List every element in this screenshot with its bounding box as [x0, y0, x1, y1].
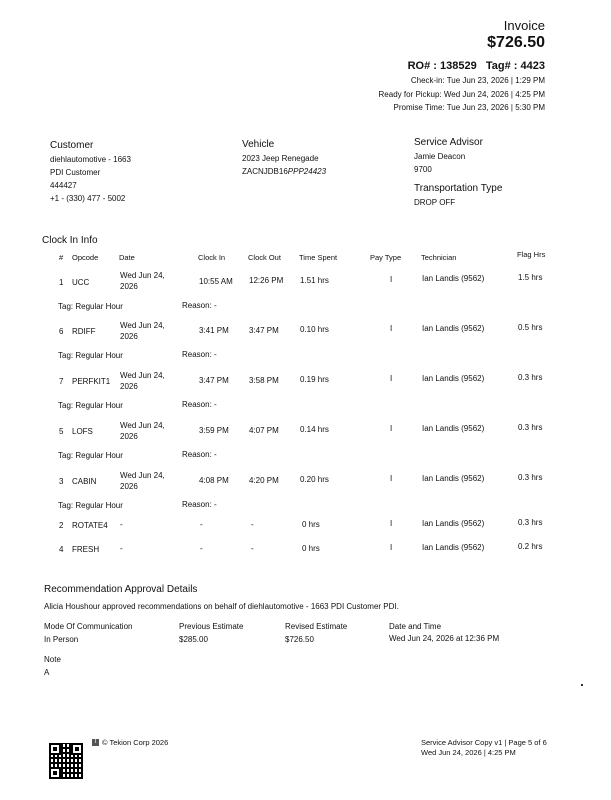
row-num: 2 — [59, 521, 64, 530]
row-clock-out: 3:58 PM — [249, 376, 279, 385]
row-tag: Tag: Regular Hour — [58, 451, 123, 460]
row-opcode: UCC — [72, 278, 90, 287]
row-flag-hrs: 1.5 hrs — [518, 273, 543, 282]
tag-number: 4423 — [520, 60, 545, 72]
row-num: 5 — [59, 427, 64, 436]
row-date: Wed Jun 24, 2026 — [120, 271, 165, 291]
advisor-id: 9700 — [414, 165, 432, 174]
vehicle-vin — [242, 165, 326, 178]
col-num: # — [59, 253, 64, 262]
row-clock-out: 3:47 PM — [249, 326, 279, 335]
vehicle-heading: Vehicle — [242, 139, 275, 150]
row-pay-type: I — [390, 424, 393, 433]
date-time-value: Wed Jun 24, 2026 at 12:36 PM — [389, 634, 500, 643]
footer-timestamp: Wed Jun 24, 2026 | 4:25 PM — [421, 748, 516, 757]
row-clock-in: 10:55 AM — [199, 277, 233, 286]
row-time-spent: 0.20 hrs — [300, 475, 329, 484]
row-tag: Tag: Regular Hour — [58, 401, 123, 410]
row-technician: Ian Landis (9562) — [422, 324, 485, 333]
row-flag-hrs: 0.3 hrs — [518, 423, 543, 432]
col-opcode: Opcode — [72, 253, 99, 262]
transport-heading: Transportation Type — [414, 183, 503, 194]
row-time-spent: 0 hrs — [302, 520, 320, 529]
row-num: 4 — [59, 545, 64, 554]
row-flag-hrs: 0.5 hrs — [518, 323, 543, 332]
vehicle-block — [242, 152, 326, 178]
row-flag-hrs: 0.3 hrs — [518, 473, 543, 482]
row-pay-type: I — [390, 275, 393, 284]
scan-speck — [581, 684, 583, 686]
row-time-spent: 0.14 hrs — [300, 425, 329, 434]
row-clock-out: 12:26 PM — [249, 276, 284, 285]
col-clock-in: Clock In — [198, 253, 226, 262]
row-time-spent: 0 hrs — [302, 544, 320, 553]
row-pay-type: I — [390, 324, 393, 333]
row-pay-type: I — [390, 374, 393, 383]
advisor-block — [414, 150, 465, 176]
row-opcode: RDIFF — [72, 327, 96, 336]
col-clock-out: Clock Out — [248, 253, 281, 262]
recommendation-heading: Recommendation Approval Details — [44, 584, 198, 595]
note-label: Note — [44, 655, 61, 664]
ready-for-pickup: Ready for Pickup: Wed Jun 24, 2026 | 4:25 PM — [378, 90, 545, 99]
row-reason: Reason: - — [182, 400, 217, 409]
vin-prefix: ZACNJDB16 — [242, 167, 288, 176]
revised-estimate-value: $726.50 — [285, 635, 314, 644]
row-opcode: LOFS — [72, 427, 93, 436]
row-clock-out: 4:20 PM — [249, 476, 279, 485]
checkin-time: Check-in: Tue Jun 23, 2026 | 1:29 PM — [410, 76, 545, 85]
row-tag: Tag: Regular Hour — [58, 501, 123, 510]
revised-estimate-label: Revised Estimate — [285, 622, 348, 631]
row-date: Wed Jun 24, 2026 — [120, 421, 165, 441]
copy-info: Service Advisor Copy v1 | Page 5 of 6 — [421, 738, 547, 747]
mode-label: Mode Of Communication — [44, 622, 133, 631]
row-tag: Tag: Regular Hour — [58, 351, 123, 360]
row-pay-type: I — [390, 519, 393, 528]
row-clock-in: 3:41 PM — [199, 326, 229, 335]
row-clock-in: - — [200, 520, 203, 529]
invoice-amount: $726.50 — [487, 34, 545, 51]
row-technician: Ian Landis (9562) — [422, 274, 485, 283]
row-opcode: ROTATE4 — [72, 521, 108, 530]
invoice-title: Invoice — [503, 18, 545, 33]
row-pay-type: I — [390, 543, 393, 552]
row-pay-type: I — [390, 474, 393, 483]
row-date: Wed Jun 24, 2026 — [120, 471, 165, 491]
row-technician: Ian Landis (9562) — [422, 474, 485, 483]
customer-phone: +1 - (330) 477 - 5002 — [50, 194, 126, 203]
row-num: 6 — [59, 327, 64, 336]
qr-code-icon — [49, 743, 83, 779]
note-value: A — [44, 668, 50, 677]
vehicle-model: 2023 Jeep Renegade — [242, 154, 319, 163]
row-time-spent: 0.19 hrs — [300, 375, 329, 384]
col-technician: Technician — [421, 253, 457, 262]
row-opcode: FRESH — [72, 545, 100, 554]
row-flag-hrs: 0.3 hrs — [518, 518, 543, 527]
row-technician: Ian Landis (9562) — [422, 424, 485, 433]
row-date: - — [120, 520, 123, 529]
row-num: 7 — [59, 377, 64, 386]
ro-tag-line — [408, 60, 545, 72]
ro-number: 138529 — [439, 60, 477, 72]
row-technician: Ian Landis (9562) — [422, 374, 485, 383]
ro-label: RO# : — [407, 60, 440, 72]
advisor-name: Jamie Deacon — [414, 152, 466, 161]
date-time-label: Date and Time — [389, 622, 442, 631]
row-clock-out: - — [251, 544, 254, 553]
advisor-heading: Service Advisor — [414, 137, 483, 148]
row-clock-out: 4:07 PM — [249, 426, 279, 435]
recommendation-statement: Alicia Houshour approved recommendations on behalf of diehlautomotive - 1663 PDI Customer PDI. — [44, 602, 399, 611]
customer-name-line1: diehlautomotive - 1663 — [50, 155, 131, 164]
customer-heading: Customer — [50, 140, 94, 151]
row-technician: Ian Landis (9562) — [422, 543, 485, 552]
row-technician: Ian Landis (9562) — [422, 519, 485, 528]
prev-estimate-label: Previous Estimate — [179, 622, 244, 631]
row-clock-out: - — [251, 520, 254, 529]
col-time-spent: Time Spent — [299, 253, 338, 262]
row-num: 1 — [59, 278, 64, 287]
prev-estimate-value: $285.00 — [179, 635, 208, 644]
tag-label: Tag# : — [485, 60, 521, 72]
row-flag-hrs: 0.3 hrs — [518, 373, 543, 382]
row-reason: Reason: - — [182, 450, 217, 459]
tekion-logo-icon: T — [93, 739, 98, 745]
row-reason: Reason: - — [182, 350, 217, 359]
row-reason: Reason: - — [182, 500, 217, 509]
row-clock-in: - — [200, 544, 203, 553]
row-date: Wed Jun 24, 2026 — [120, 371, 165, 391]
row-time-spent: 1.51 hrs — [300, 276, 329, 285]
row-opcode: PERFKIT1 — [72, 377, 111, 386]
row-tag: Tag: Regular Hour — [58, 302, 123, 311]
transport-value: DROP OFF — [414, 198, 456, 207]
col-date: Date — [119, 253, 135, 262]
customer-block — [50, 153, 131, 205]
mode-value: In Person — [44, 635, 79, 644]
col-pay-type: Pay Type — [370, 253, 402, 262]
promise-time: Promise Time: Tue Jun 23, 2026 | 5:30 PM — [393, 103, 545, 112]
row-opcode: CABIN — [72, 477, 97, 486]
customer-number: 444427 — [50, 181, 77, 190]
row-flag-hrs: 0.2 hrs — [518, 542, 543, 551]
row-clock-in: 3:47 PM — [199, 376, 229, 385]
copyright: © Tekion Corp 2026 — [102, 738, 169, 747]
vin-suffix: PPP24423 — [287, 167, 327, 176]
row-date: Wed Jun 24, 2026 — [120, 321, 165, 341]
row-time-spent: 0.10 hrs — [300, 325, 329, 334]
clock-in-heading: Clock In Info — [42, 235, 98, 246]
row-num: 3 — [59, 477, 64, 486]
col-flag-hrs: Flag Hrs — [517, 250, 546, 259]
row-date: - — [120, 544, 123, 553]
row-clock-in: 4:08 PM — [199, 476, 229, 485]
customer-name-line2: PDI Customer — [50, 168, 101, 177]
row-clock-in: 3:59 PM — [199, 426, 229, 435]
row-reason: Reason: - — [182, 301, 217, 310]
